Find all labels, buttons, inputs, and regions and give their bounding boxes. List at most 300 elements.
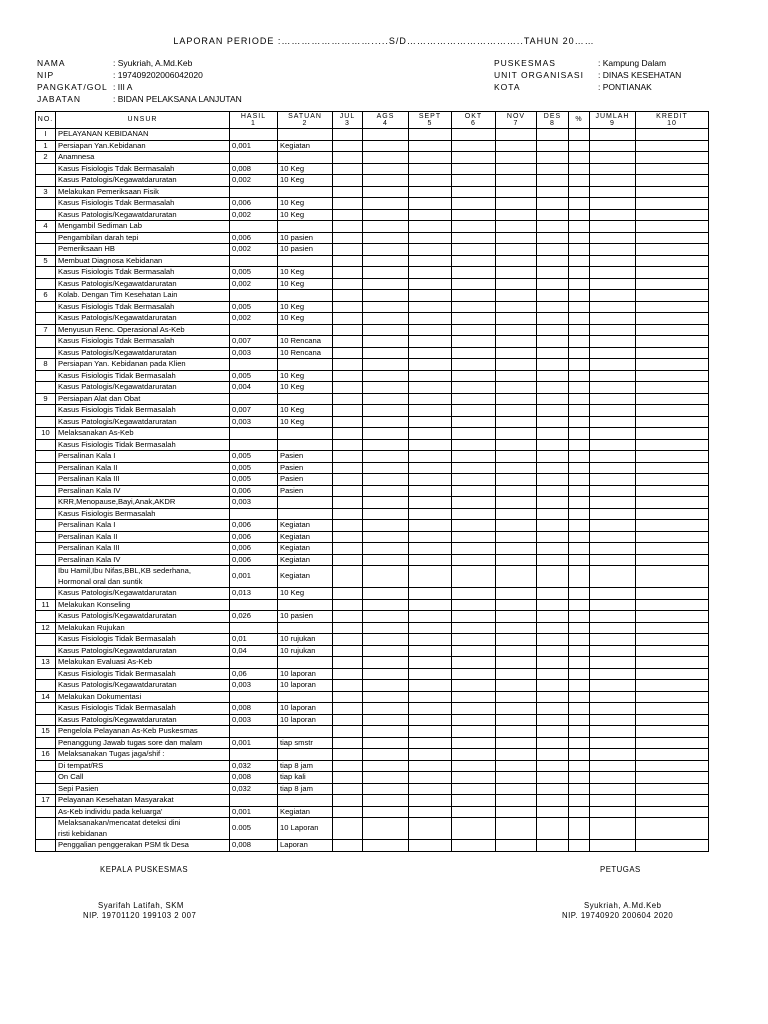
cell-jul [333,588,363,600]
cell-satuan: 10 Keg [278,370,333,382]
cell-satuan: 10 Keg [278,267,333,279]
cell-des [537,726,569,738]
cell-kredit [636,531,709,543]
cell-jul [333,152,363,164]
cell-kredit [636,634,709,646]
cell-hasil [230,152,278,164]
cell-ags [363,703,409,715]
cell-nov [496,543,537,555]
employee-info-value: : Syukriah, A.Md.Keb [113,58,193,68]
table-row [36,198,709,210]
cell-nov [496,232,537,244]
cell-okt [452,140,496,152]
cell-ags [363,474,409,486]
cell-jumlah [590,818,636,840]
table-row [36,668,709,680]
cell-jumlah [590,622,636,634]
cell-satuan: 10 Keg [278,301,333,313]
cell-jul [333,439,363,451]
cell-no [36,520,56,532]
cell-jul [333,622,363,634]
cell-nov [496,186,537,198]
cell-percent [569,129,590,141]
cell-nov [496,599,537,611]
employee-info-value: : BIDAN PELAKSANA LANJUTAN [113,94,242,104]
cell-hasil: 0,007 [230,405,278,417]
cell-kredit [636,668,709,680]
cell-nov [496,290,537,302]
cell-jumlah [590,531,636,543]
cell-no [36,382,56,394]
cell-jul [333,497,363,509]
cell-ags [363,405,409,417]
cell-kredit [636,393,709,405]
cell-okt [452,749,496,761]
cell-okt [452,301,496,313]
cell-ags [363,278,409,290]
cell-unsur: Persalinan Kala III [56,543,230,555]
cell-jul [333,313,363,325]
cell-percent [569,163,590,175]
cell-hasil: 0,002 [230,209,278,221]
cell-ags [363,129,409,141]
cell-des [537,611,569,623]
cell-kredit [636,474,709,486]
cell-hasil [230,795,278,807]
cell-okt [452,806,496,818]
table-row [36,221,709,233]
cell-nov [496,474,537,486]
cell-jumlah [590,451,636,463]
cell-hasil: 0,06 [230,668,278,680]
cell-jumlah [590,737,636,749]
cell-hasil: 0,008 [230,840,278,852]
cell-no [36,543,56,555]
cell-jul [333,680,363,692]
cell-okt [452,163,496,175]
cell-satuan: Kegiatan [278,531,333,543]
cell-okt [452,474,496,486]
cell-kredit [636,382,709,394]
cell-des [537,324,569,336]
cell-jumlah [590,474,636,486]
cell-ags [363,634,409,646]
cell-nov [496,129,537,141]
cell-okt [452,428,496,440]
cell-jul [333,474,363,486]
table-row [36,840,709,852]
cell-jul [333,382,363,394]
cell-kredit [636,163,709,175]
cell-kredit [636,209,709,221]
cell-kredit [636,737,709,749]
table-row [36,439,709,451]
col-okt: OKT 6 [452,112,496,129]
cell-satuan [278,439,333,451]
cell-nov [496,668,537,680]
employee-info-label: JABATAN [37,94,81,104]
cell-sept [409,668,452,680]
cell-nov [496,175,537,187]
cell-ags [363,324,409,336]
cell-sept [409,255,452,267]
cell-kredit [636,726,709,738]
cell-okt [452,645,496,657]
cell-okt [452,531,496,543]
employee-info-value: : 197409202006042020 [113,70,203,80]
cell-unsur: Melakukan Rujukan [56,622,230,634]
cell-sept [409,645,452,657]
cell-des [537,520,569,532]
cell-unsur: Pengelola Pelayanan As-Keb Puskesmas [56,726,230,738]
cell-jul [333,818,363,840]
cell-jumlah [590,566,636,588]
cell-okt [452,783,496,795]
cell-jumlah [590,691,636,703]
cell-ags [363,267,409,279]
cell-ags [363,209,409,221]
cell-satuan: tiap smstr [278,737,333,749]
cell-nov [496,451,537,463]
cell-jul [333,657,363,669]
cell-nov [496,497,537,509]
cell-sept [409,611,452,623]
cell-no [36,668,56,680]
employee-info-label: NAMA [37,58,66,68]
cell-no [36,405,56,417]
cell-no [36,554,56,566]
cell-jumlah [590,749,636,761]
cell-des [537,645,569,657]
cell-ags [363,497,409,509]
cell-nov [496,554,537,566]
cell-okt [452,209,496,221]
employee-info [37,57,242,105]
cell-okt [452,462,496,474]
cell-sept [409,531,452,543]
cell-no [36,232,56,244]
cell-percent [569,543,590,555]
employee-info-row [37,81,242,93]
cell-unsur: On Call [56,772,230,784]
cell-nov [496,703,537,715]
cell-percent [569,416,590,428]
cell-satuan: 10 Laporan [278,818,333,840]
cell-okt [452,726,496,738]
cell-unsur: Melakukan Pemeriksaan Fisik [56,186,230,198]
cell-des [537,221,569,233]
cell-percent [569,520,590,532]
cell-percent [569,772,590,784]
cell-kredit [636,657,709,669]
cell-jumlah [590,554,636,566]
cell-sept [409,347,452,359]
cell-sept [409,451,452,463]
cell-no: 17 [36,795,56,807]
table-row [36,140,709,152]
cell-jumlah [590,497,636,509]
signature-right-title: PETUGAS [600,865,641,874]
cell-des [537,531,569,543]
table-row [36,416,709,428]
cell-ags [363,290,409,302]
cell-unsur: Kasus Fisiologis Bermasalah [56,508,230,520]
table-row [36,451,709,463]
cell-nov [496,657,537,669]
cell-satuan [278,749,333,761]
cell-jul [333,198,363,210]
cell-percent [569,336,590,348]
cell-kredit [636,795,709,807]
cell-ags [363,485,409,497]
cell-unsur: Persalinan Kala III [56,474,230,486]
cell-satuan: 10 pasien [278,232,333,244]
employee-info-row [37,93,242,105]
office-info-value: : Kampung Dalam [598,58,667,68]
cell-no: 10 [36,428,56,440]
cell-ags [363,668,409,680]
cell-sept [409,749,452,761]
cell-nov [496,416,537,428]
cell-des [537,416,569,428]
cell-des [537,439,569,451]
cell-unsur: Kasus Patologis/Kegawatdaruratan [56,382,230,394]
cell-kredit [636,508,709,520]
cell-jumlah [590,588,636,600]
cell-sept [409,152,452,164]
cell-percent [569,611,590,623]
table-row [36,462,709,474]
table-row [36,520,709,532]
cell-unsur: Kasus Fisiologis Tidak Bermasalah [56,405,230,417]
cell-des [537,749,569,761]
cell-sept [409,140,452,152]
cell-percent [569,393,590,405]
cell-hasil [230,129,278,141]
cell-no: 15 [36,726,56,738]
cell-unsur: Kasus Patologis/Kegawatdaruratan [56,313,230,325]
cell-sept [409,795,452,807]
cell-hasil: 0,026 [230,611,278,623]
cell-percent [569,622,590,634]
office-info-value: : PONTIANAK [598,82,652,92]
cell-no [36,244,56,256]
cell-jul [333,324,363,336]
cell-ags [363,726,409,738]
cell-kredit [636,840,709,852]
cell-kredit [636,186,709,198]
cell-kredit [636,267,709,279]
table-row [36,783,709,795]
cell-des [537,278,569,290]
cell-unsur: Melakukan Konseling [56,599,230,611]
cell-des [537,393,569,405]
cell-des [537,783,569,795]
cell-nov [496,714,537,726]
cell-satuan [278,290,333,302]
cell-no [36,278,56,290]
cell-nov [496,255,537,267]
cell-hasil [230,691,278,703]
cell-ags [363,691,409,703]
cell-no [36,485,56,497]
cell-jul [333,416,363,428]
cell-hasil [230,439,278,451]
cell-des [537,451,569,463]
cell-jumlah [590,232,636,244]
cell-satuan [278,129,333,141]
cell-okt [452,668,496,680]
cell-jumlah [590,416,636,428]
cell-unsur: Membuat Diagnosa Kebidanan [56,255,230,267]
cell-jul [333,278,363,290]
cell-percent [569,657,590,669]
table-row [36,657,709,669]
office-info-row [494,57,681,69]
cell-no: 2 [36,152,56,164]
cell-hasil: 0,005 [230,462,278,474]
cell-percent [569,634,590,646]
cell-jumlah [590,520,636,532]
cell-unsur-line: Ibu Hamil,Ibu Nifas,BBL,KB sederhana, [58,566,191,575]
cell-jul [333,806,363,818]
cell-jumlah [590,129,636,141]
cell-jumlah [590,140,636,152]
cell-jul [333,129,363,141]
cell-jul [333,485,363,497]
cell-okt [452,599,496,611]
cell-jul [333,244,363,256]
cell-sept [409,278,452,290]
cell-percent [569,232,590,244]
cell-sept [409,221,452,233]
cell-hasil: 0,002 [230,278,278,290]
cell-nov [496,783,537,795]
cell-jumlah [590,439,636,451]
cell-sept [409,806,452,818]
cell-kredit [636,175,709,187]
cell-no: 11 [36,599,56,611]
cell-jul [333,611,363,623]
cell-satuan: 10 rujukan [278,634,333,646]
cell-sept [409,714,452,726]
cell-sept [409,703,452,715]
cell-percent [569,497,590,509]
cell-no: 5 [36,255,56,267]
cell-des [537,462,569,474]
cell-satuan: Kegiatan [278,520,333,532]
cell-unsur: Pengambilan darah tepi [56,232,230,244]
cell-hasil: 0.005 [230,818,278,840]
cell-jumlah [590,152,636,164]
cell-kredit [636,566,709,588]
cell-jul [333,175,363,187]
cell-okt [452,290,496,302]
cell-satuan: 10 laporan [278,680,333,692]
cell-jul [333,703,363,715]
table-row [36,599,709,611]
cell-hasil: 0,032 [230,783,278,795]
cell-hasil: 0,008 [230,163,278,175]
cell-jul [333,749,363,761]
cell-satuan: 10 Keg [278,198,333,210]
cell-des [537,588,569,600]
office-info-label: KOTA [494,82,521,92]
cell-satuan: 10 Keg [278,416,333,428]
cell-satuan: Pasien [278,474,333,486]
cell-okt [452,451,496,463]
cell-nov [496,622,537,634]
cell-nov [496,267,537,279]
cell-jumlah [590,347,636,359]
cell-satuan: Pasien [278,462,333,474]
cell-des [537,186,569,198]
cell-percent [569,474,590,486]
cell-jumlah [590,290,636,302]
cell-ags [363,416,409,428]
table-row [36,680,709,692]
cell-jumlah [590,726,636,738]
cell-jumlah [590,795,636,807]
cell-ags [363,347,409,359]
cell-no [36,451,56,463]
cell-des [537,232,569,244]
cell-jul [333,451,363,463]
cell-kredit [636,451,709,463]
cell-unsur: Kasus Fisiologis Tidak Bermasalah [56,668,230,680]
cell-kredit [636,336,709,348]
cell-jumlah [590,668,636,680]
cell-jumlah [590,244,636,256]
cell-no [36,163,56,175]
cell-unsur: Persalinan Kala IV [56,554,230,566]
cell-jumlah [590,359,636,371]
table-header-row [36,112,709,129]
cell-sept [409,359,452,371]
cell-no [36,531,56,543]
cell-okt [452,221,496,233]
cell-jul [333,668,363,680]
cell-des [537,714,569,726]
cell-percent [569,840,590,852]
cell-percent [569,370,590,382]
cell-satuan: Kegiatan [278,806,333,818]
cell-jumlah [590,198,636,210]
cell-jumlah [590,186,636,198]
cell-ags [363,301,409,313]
cell-no [36,175,56,187]
cell-des [537,737,569,749]
cell-des [537,760,569,772]
cell-jumlah [590,508,636,520]
cell-okt [452,680,496,692]
table-row [36,405,709,417]
cell-ags [363,462,409,474]
cell-des [537,428,569,440]
cell-ags [363,657,409,669]
cell-percent [569,714,590,726]
cell-unsur: Kasus Fisiologis Tidak Bermasalah [56,439,230,451]
cell-ags [363,359,409,371]
cell-nov [496,439,537,451]
cell-percent [569,451,590,463]
cell-okt [452,566,496,588]
cell-nov [496,645,537,657]
cell-kredit [636,588,709,600]
cell-satuan: Kegiatan [278,554,333,566]
cell-ags [363,428,409,440]
cell-des [537,267,569,279]
